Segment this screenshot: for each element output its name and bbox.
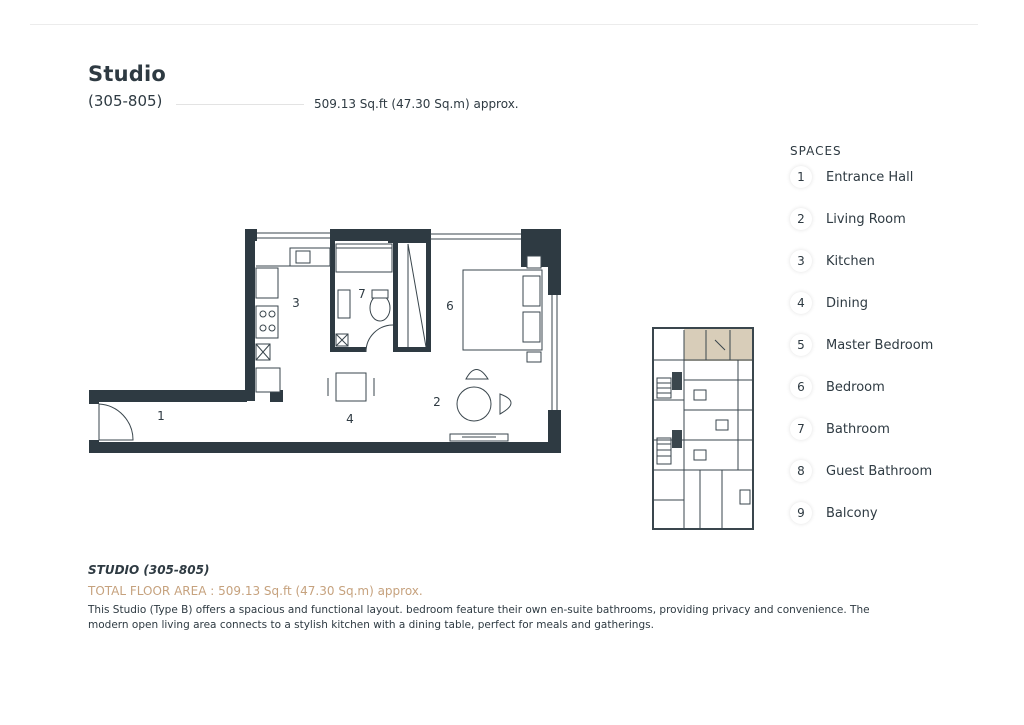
space-number: 9 (790, 502, 812, 524)
area-summary: 509.13 Sq.ft (47.30 Sq.m) approx. (314, 97, 519, 111)
unit-plan (89, 229, 561, 453)
coffee-table (457, 387, 491, 421)
wall-right-lower (548, 410, 561, 453)
space-number: 4 (790, 292, 812, 314)
wall-wardrobe-right (426, 229, 431, 352)
room-label-4 (341, 410, 359, 428)
vanity (338, 290, 350, 318)
wall-wardrobe-bottom (393, 347, 430, 352)
chair-2 (500, 394, 511, 414)
space-label: Living Room (826, 212, 906, 227)
unit-code: STUDIO (305-805) (88, 563, 210, 577)
space-number: 8 (790, 460, 812, 482)
bathroom-door (366, 325, 393, 352)
entrance-door (99, 404, 133, 440)
key-plan-highlight (684, 329, 752, 361)
wall-bath-left (330, 229, 335, 352)
kitchen-counter-top (256, 268, 278, 298)
wardrobe (408, 244, 426, 347)
spaces-title: SPACES (790, 144, 842, 158)
room-label-6 (441, 297, 459, 315)
chair-1 (466, 370, 488, 380)
space-number: 3 (790, 250, 812, 272)
nightstand-1 (527, 256, 541, 268)
key-plan (653, 328, 753, 529)
unit-description: This Studio (Type B) offers a spacious and functional layout. bedroom feature their own en-suite bathrooms, providing privacy and convenience. The modern open living area connects to a stylish kitchen with a dining table, perfect for meals and gatherings. (88, 604, 870, 631)
wall-left (245, 229, 255, 401)
svg-text:4: 4 (346, 412, 354, 426)
wall-entrance-left-stub (89, 390, 99, 404)
space-label: Bathroom (826, 422, 890, 437)
toilet (370, 295, 390, 321)
space-number: 2 (790, 208, 812, 230)
space-label: Balcony (826, 506, 878, 521)
pillow-2 (523, 312, 540, 342)
cooktop (256, 306, 278, 338)
space-label: Guest Bathroom (826, 464, 933, 479)
space-number: 6 (790, 376, 812, 398)
svg-text:6: 6 (446, 299, 454, 313)
space-number: 5 (790, 334, 812, 356)
wall-bath-bottom (330, 347, 366, 352)
room-label-1 (152, 407, 170, 425)
svg-text:3: 3 (292, 296, 300, 310)
pillow-1 (523, 276, 540, 306)
space-label: Entrance Hall (826, 170, 914, 185)
space-label: Dining (826, 296, 868, 311)
wall-bath-right (393, 229, 398, 352)
unit-range: (305-805) (88, 92, 163, 110)
total-floor-area: TOTAL FLOOR AREA : 509.13 Sq.ft (47.30 Sq.m) approx. (88, 584, 423, 598)
room-label-7 (353, 285, 371, 303)
nightstand-2 (527, 352, 541, 362)
wall-top-mid (330, 229, 390, 241)
wall-right-upper (548, 267, 561, 295)
room-label-2 (428, 393, 446, 411)
space-label: Master Bedroom (826, 338, 934, 353)
space-number: 7 (790, 418, 812, 440)
page-title: Studio (88, 62, 166, 86)
wall-corner-tl (245, 229, 257, 241)
svg-text:1: 1 (157, 409, 165, 423)
svg-text:2: 2 (433, 395, 441, 409)
space-label: Bedroom (826, 380, 885, 395)
dining-table (336, 373, 366, 401)
svg-text:7: 7 (358, 287, 366, 301)
wall-bottom (89, 442, 561, 453)
fridge (256, 368, 280, 392)
room-label-3 (287, 294, 305, 312)
space-label: Kitchen (826, 254, 875, 269)
wall-entrance-top (89, 390, 247, 402)
space-number: 1 (790, 166, 812, 188)
